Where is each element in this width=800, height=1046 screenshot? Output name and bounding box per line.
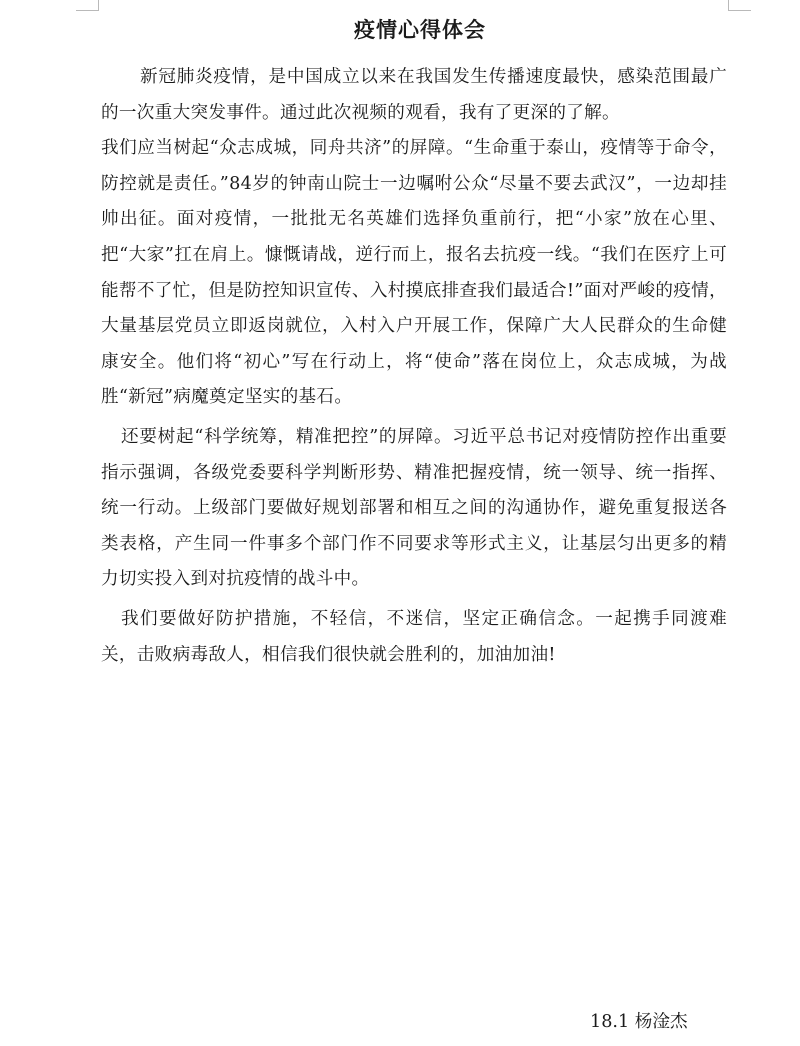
paragraph-science: 还要树起“科学统筹，精准把控”的屏障。习近平总书记对疫情防控作出重要指示强调，各级党委要科学判断形势、精准把握疫情，统一领导、统一指挥、统一行动。上级部门要做好规划部署和相互之间的沟通协作，避免重复报送各类表格，产生同一件事多个部门作不同要求等形式主义，让基层匀出更多的精力切实投入到对抗疫情的战斗中。 (101, 426, 727, 590)
author-signature: 18.1 杨淦杰 (590, 1012, 688, 1032)
paragraph-intro: 新冠肺炎疫情，是中国成立以来在我国发生传播速度最快，感染范围最广的一次重大突发事件。通过此次视频的观看，我有了更深的了解。 (101, 67, 727, 123)
paragraph-solidarity: 我们应当树起“众志成城，同舟共济”的屏障。“生命重于泰山，疫情等于命令，防控就是责任。”84岁的钟南山院士一边嘱咐公众“尽量不要去武汉”，一边却挂帅出征。面对疫情，一批批无名英雄们选择负重前行，把“小家”放在心里、把“大家”扛在肩上。慷慨请战，逆行而上，报名去抗疫一线。“我们在医疗上可能帮不了忙，但是防控知识宣传、入村摸底排查我们最适合!”面对严峻的疫情，大量基层党员立即返岗就位，入村入户开展工作，保障广大人民群众的生命健康安全。他们将“初心”写在行动上，将“使命”落在岗位上，众志成城，为战胜“新冠”病魔奠定坚实的基石。 (101, 138, 727, 408)
crop-mark-top-right (728, 0, 751, 11)
document-title: 疫情心得体会 (354, 18, 486, 42)
document-body (101, 60, 727, 673)
paragraph-closing: 我们要做好防护措施，不轻信，不迷信，坚定正确信念。一起携手同渡难关，击败病毒敌人，相信我们很快就会胜利的，加油加油! (101, 608, 727, 665)
crop-mark-top-left (76, 0, 99, 11)
